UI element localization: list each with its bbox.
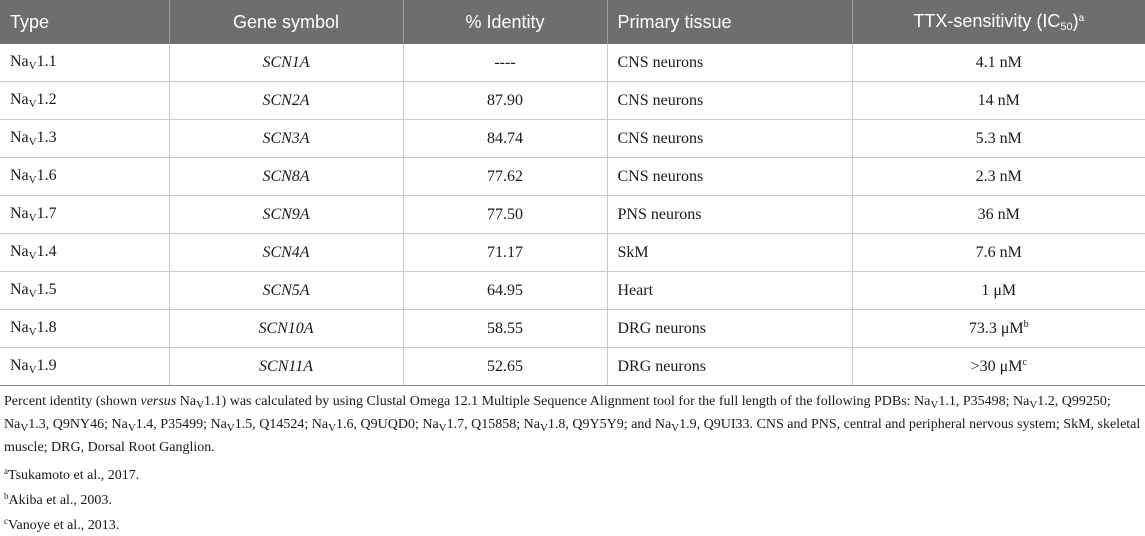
type-prefix: Na [10,357,29,374]
cell-gene-symbol: SCN8A [169,158,403,196]
table-row [0,82,1145,120]
cell-primary-tissue: CNS neurons [607,120,852,158]
note-text: 1.8, Q9Y5Y9; and Na [547,417,672,432]
type-prefix: Na [10,281,29,298]
type-prefix: Na [10,319,29,336]
type-prefix: Na [10,205,29,222]
cell-gene-symbol: SCN2A [169,82,403,120]
cell-type [0,158,169,196]
note-text: Percent identity (shown [4,394,141,409]
header-type: Type [0,0,169,44]
footnote [4,511,1141,536]
type-subscript: V [28,250,37,262]
type-suffix: 1.6 [36,167,57,184]
cell-gene-symbol: SCN4A [169,234,403,272]
type-suffix: 1.9 [36,357,57,374]
type-suffix: 1.1 [36,53,57,70]
table-row [0,234,1145,272]
cell-ttx-sensitivity [852,272,1145,310]
cell-gene-symbol: SCN9A [169,196,403,234]
ttx-value: 2.3 nM [975,168,1022,185]
header-ttx-footnote-mark: a [1078,13,1085,24]
note-subscript: V [539,422,548,434]
note-text: 1.9, Q9UI33. CNS and PNS, central and peripheral nervous system; SkM, skeletal muscle; DRG, Dorsal Root Ganglion. [4,417,1141,455]
type-suffix: 1.2 [36,91,57,108]
cell-gene-symbol: SCN11A [169,348,403,386]
table-row [0,272,1145,310]
table-row [0,158,1145,196]
cell-gene-symbol: SCN1A [169,44,403,82]
table-row [0,196,1145,234]
footnote-text: Tsukamoto et al., 2017. [8,468,140,483]
ttx-value: 4.1 nM [975,54,1022,71]
cell-gene-symbol: SCN10A [169,310,403,348]
note-text: 1.1, P35498; Na [938,394,1030,409]
type-subscript: V [28,364,37,376]
type-suffix: 1.3 [36,129,57,146]
footnote-text: Vanoye et al., 2013. [8,518,120,533]
type-subscript: V [28,288,37,300]
type-prefix: Na [10,91,29,108]
table-row [0,348,1145,386]
header-ttx-sensitivity [852,0,1145,44]
footnote-mark: a [4,466,8,476]
type-suffix: 1.5 [36,281,57,298]
header-gene-symbol: Gene symbol [169,0,403,44]
note-subscript: V [1029,399,1038,411]
note-subscript: V [438,422,447,434]
cell-identity: 77.50 [403,196,607,234]
cell-ttx-sensitivity [852,158,1145,196]
cell-identity: 58.55 [403,310,607,348]
cell-type [0,234,169,272]
type-prefix: Na [10,167,29,184]
type-subscript: V [28,212,37,224]
note-subscript: V [226,422,235,434]
cell-primary-tissue: Heart [607,272,852,310]
ttx-footnote-mark: b [1023,319,1029,330]
cell-identity: 87.90 [403,82,607,120]
note-subscript: V [671,422,680,434]
header-ttx-close: ) [1072,11,1079,31]
table-row [0,120,1145,158]
cell-gene-symbol: SCN5A [169,272,403,310]
ttx-value: 1 μM [981,282,1017,299]
type-prefix: Na [10,129,29,146]
footnote-list [4,461,1141,536]
type-subscript: V [28,98,37,110]
cell-type [0,348,169,386]
note-text: Na [176,394,197,409]
footnote-mark: c [4,516,8,526]
cell-type [0,82,169,120]
type-subscript: V [28,174,37,186]
footnote [4,486,1141,511]
type-suffix: 1.7 [36,205,57,222]
note-text: 1.7, Q15858; Na [446,417,540,432]
cell-ttx-sensitivity [852,234,1145,272]
cell-primary-tissue: CNS neurons [607,44,852,82]
table-notes [0,386,1145,536]
header-identity: % Identity [403,0,607,44]
cell-ttx-sensitivity [852,310,1145,348]
cell-primary-tissue: PNS neurons [607,196,852,234]
type-subscript: V [28,60,37,72]
note-text: 1.2, Q99250; Na [4,394,1111,432]
cell-identity: 64.95 [403,272,607,310]
cell-gene-symbol: SCN3A [169,120,403,158]
cell-type [0,272,169,310]
table-row [0,310,1145,348]
cell-primary-tissue: DRG neurons [607,310,852,348]
header-ttx-label: TTX-sensitivity (IC [913,11,1061,31]
cell-primary-tissue: SkM [607,234,852,272]
note-text: 1.4, P35499; Na [135,417,227,432]
type-prefix: Na [10,243,29,260]
note-text: 1.3, Q9NY46; Na [28,417,128,432]
type-prefix: Na [10,53,29,70]
note-subscript: V [20,422,29,434]
footnote-text: Akiba et al., 2003. [8,493,112,508]
ttx-value: 7.6 nM [975,244,1022,261]
cell-type [0,196,169,234]
note-subscript: V [930,399,939,411]
note-emphasis: versus [140,394,177,409]
cell-identity: 71.17 [403,234,607,272]
cell-ttx-sensitivity [852,348,1145,386]
note-text: 1.1) was calculated by using Clustal Omega 12.1 Multiple Sequence Alignment tool for the full length of the following PDBs: Na [204,394,931,409]
type-subscript: V [28,326,37,338]
header-primary-tissue: Primary tissue [607,0,852,44]
note-subscript: V [196,399,205,411]
cell-primary-tissue: DRG neurons [607,348,852,386]
cell-primary-tissue: CNS neurons [607,82,852,120]
type-subscript: V [28,136,37,148]
footnote [4,461,1141,486]
cell-type [0,310,169,348]
type-suffix: 1.8 [36,319,57,336]
type-suffix: 1.4 [36,243,57,260]
cell-ttx-sensitivity [852,44,1145,82]
cell-identity: 77.62 [403,158,607,196]
ttx-value: 36 nM [977,206,1020,223]
ttx-value: 73.3 μM [968,320,1024,337]
cell-ttx-sensitivity [852,82,1145,120]
ttx-value: >30 μM [970,358,1023,375]
cell-identity: ---- [403,44,607,82]
footnote-mark: b [4,491,9,501]
cell-primary-tissue: CNS neurons [607,158,852,196]
table-row [0,44,1145,82]
ttx-value: 5.3 nM [975,130,1022,147]
cell-ttx-sensitivity [852,196,1145,234]
note-subscript: V [127,422,136,434]
ttx-footnote-mark: c [1022,357,1027,368]
cell-identity: 84.74 [403,120,607,158]
note-text: 1.6, Q9UQD0; Na [336,417,439,432]
ttx-value: 14 nM [977,92,1020,109]
note-text: 1.5, Q14524; Na [234,417,329,432]
header-ttx-sub: 50 [1060,21,1073,33]
cell-type [0,120,169,158]
cell-ttx-sensitivity [852,120,1145,158]
header-row [0,0,1145,44]
cell-type [0,44,169,82]
note-subscript: V [328,422,337,434]
table-note-main [4,392,1141,458]
cell-identity: 52.65 [403,348,607,386]
